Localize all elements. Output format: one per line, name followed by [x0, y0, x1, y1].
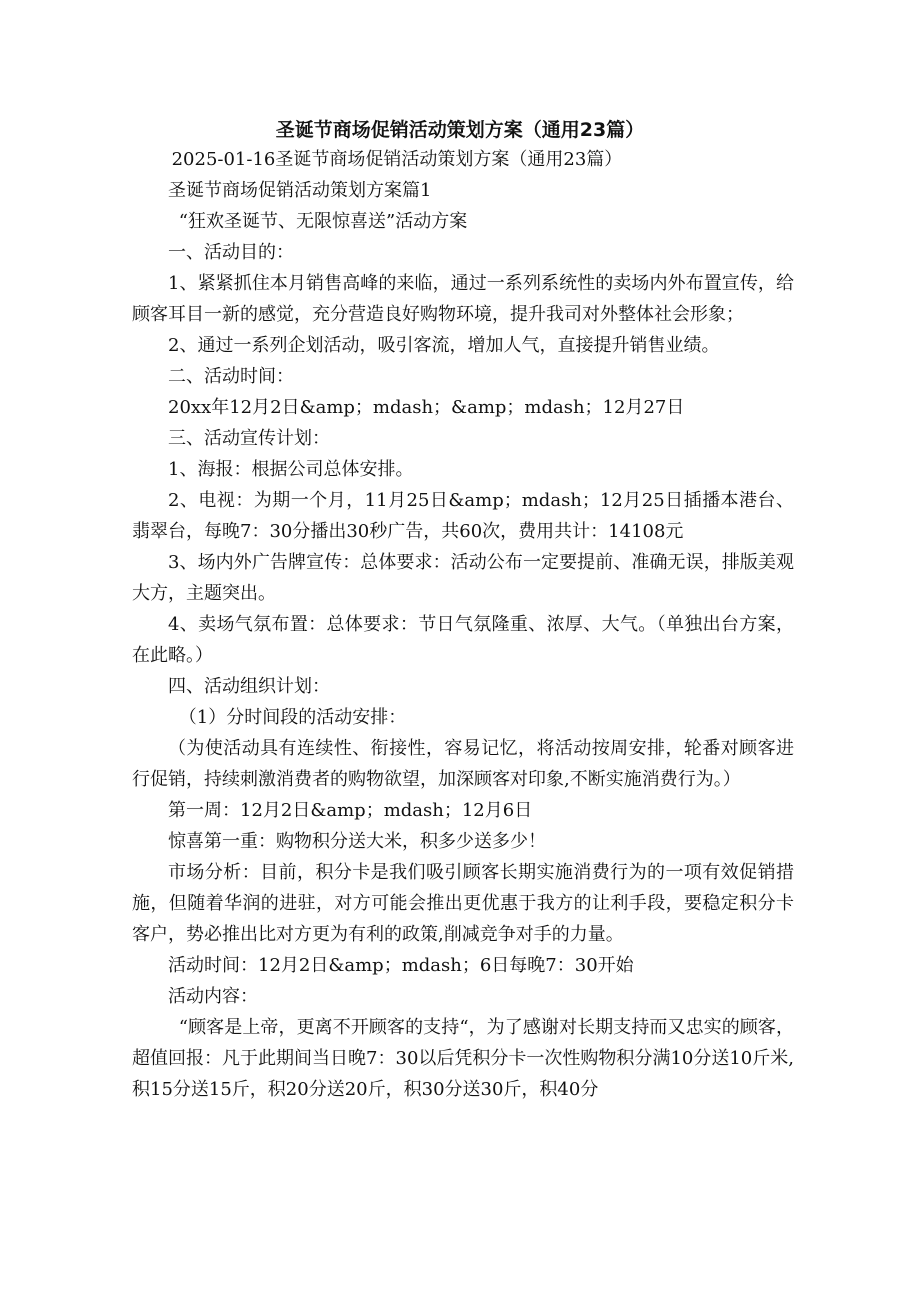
- paragraph: 3、场内外广告牌宣传：总体要求：活动公布一定要提前、准确无误，排版美观大方，主题突出。: [132, 552, 794, 604]
- paragraph-plan-title: “狂欢圣诞节、无限惊喜送”活动方案: [178, 211, 468, 232]
- paragraph: 四、活动组织计划：: [168, 676, 330, 697]
- paragraph: 三、活动宣传计划：: [168, 428, 330, 449]
- paragraph-section-heading: 圣诞节商场促销活动策划方案篇1: [168, 180, 432, 201]
- paragraph: 活动时间：12月2日&amp；mdash；6日每晚7：30开始: [168, 955, 634, 976]
- paragraph: 一、活动目的：: [168, 242, 294, 263]
- paragraph: 2、电视：为期一个月，11月25日&amp；mdash；12月25日插播本港台、翡翠台，每晚7：30分播出30秒广告，共60次，费用共计：14108元: [132, 490, 794, 542]
- paragraph: 2、通过一系列企划活动，吸引客流，增加人气，直接提升销售业绩。: [168, 335, 720, 356]
- paragraph: 活动内容：: [168, 986, 258, 1007]
- paragraph-date-line: 2025-01-16圣诞节商场促销活动策划方案（通用23篇）: [171, 149, 623, 170]
- paragraph: 二、活动时间：: [168, 366, 294, 387]
- paragraph: （为使活动具有连续性、衔接性，容易记忆，将活动按周安排，轮番对顾客进行促销，持续刺激消费者的购物欲望，加深顾客对印象,不断实施消费行为。）: [132, 738, 794, 790]
- paragraph: 20xx年12月2日&amp；mdash；&amp；mdash；12月27日: [168, 397, 685, 418]
- paragraph: 1、海报：根据公司总体安排。: [168, 459, 414, 480]
- paragraph: “顾客是上帝，更离不开顾客的支持“，为了感谢对长期支持而又忠实的顾客，超值回报：凡于此期间当日晚7：30以后凭积分卡一次性购物积分满10分送10斤米,积15分送15斤，积20分送20斤，积30分送30斤，积40分: [132, 1017, 794, 1100]
- paragraph: （1）分时间段的活动安排：: [178, 707, 407, 728]
- paragraph: 1、紧紧抓住本月销售高峰的来临，通过一系列系统性的卖场内外布置宣传，给顾客耳目一新的感觉，充分营造良好购物环境，提升我司对外整体社会形象；: [132, 273, 794, 325]
- paragraph: 惊喜第一重：购物积分送大米，积多少送多少！: [168, 831, 546, 852]
- paragraph: 市场分析：目前，积分卡是我们吸引顾客长期实施消费行为的一项有效促销措施，但随着华润的进驻，对方可能会推出更优惠于我方的让利手段，要稳定积分卡客户，势必推出比对方更为有利的政策,削减竞争对手的力量。: [132, 862, 794, 945]
- paragraph: 第一周：12月2日&amp；mdash；12月6日: [168, 800, 533, 821]
- document-body: [132, 144, 794, 1105]
- paragraph: 4、卖场气氛布置：总体要求：节日气氛隆重、浓厚、大气。（单独出台方案，在此略。）: [132, 614, 794, 666]
- document-title: 圣诞节商场促销活动策划方案（通用23篇）: [275, 119, 645, 141]
